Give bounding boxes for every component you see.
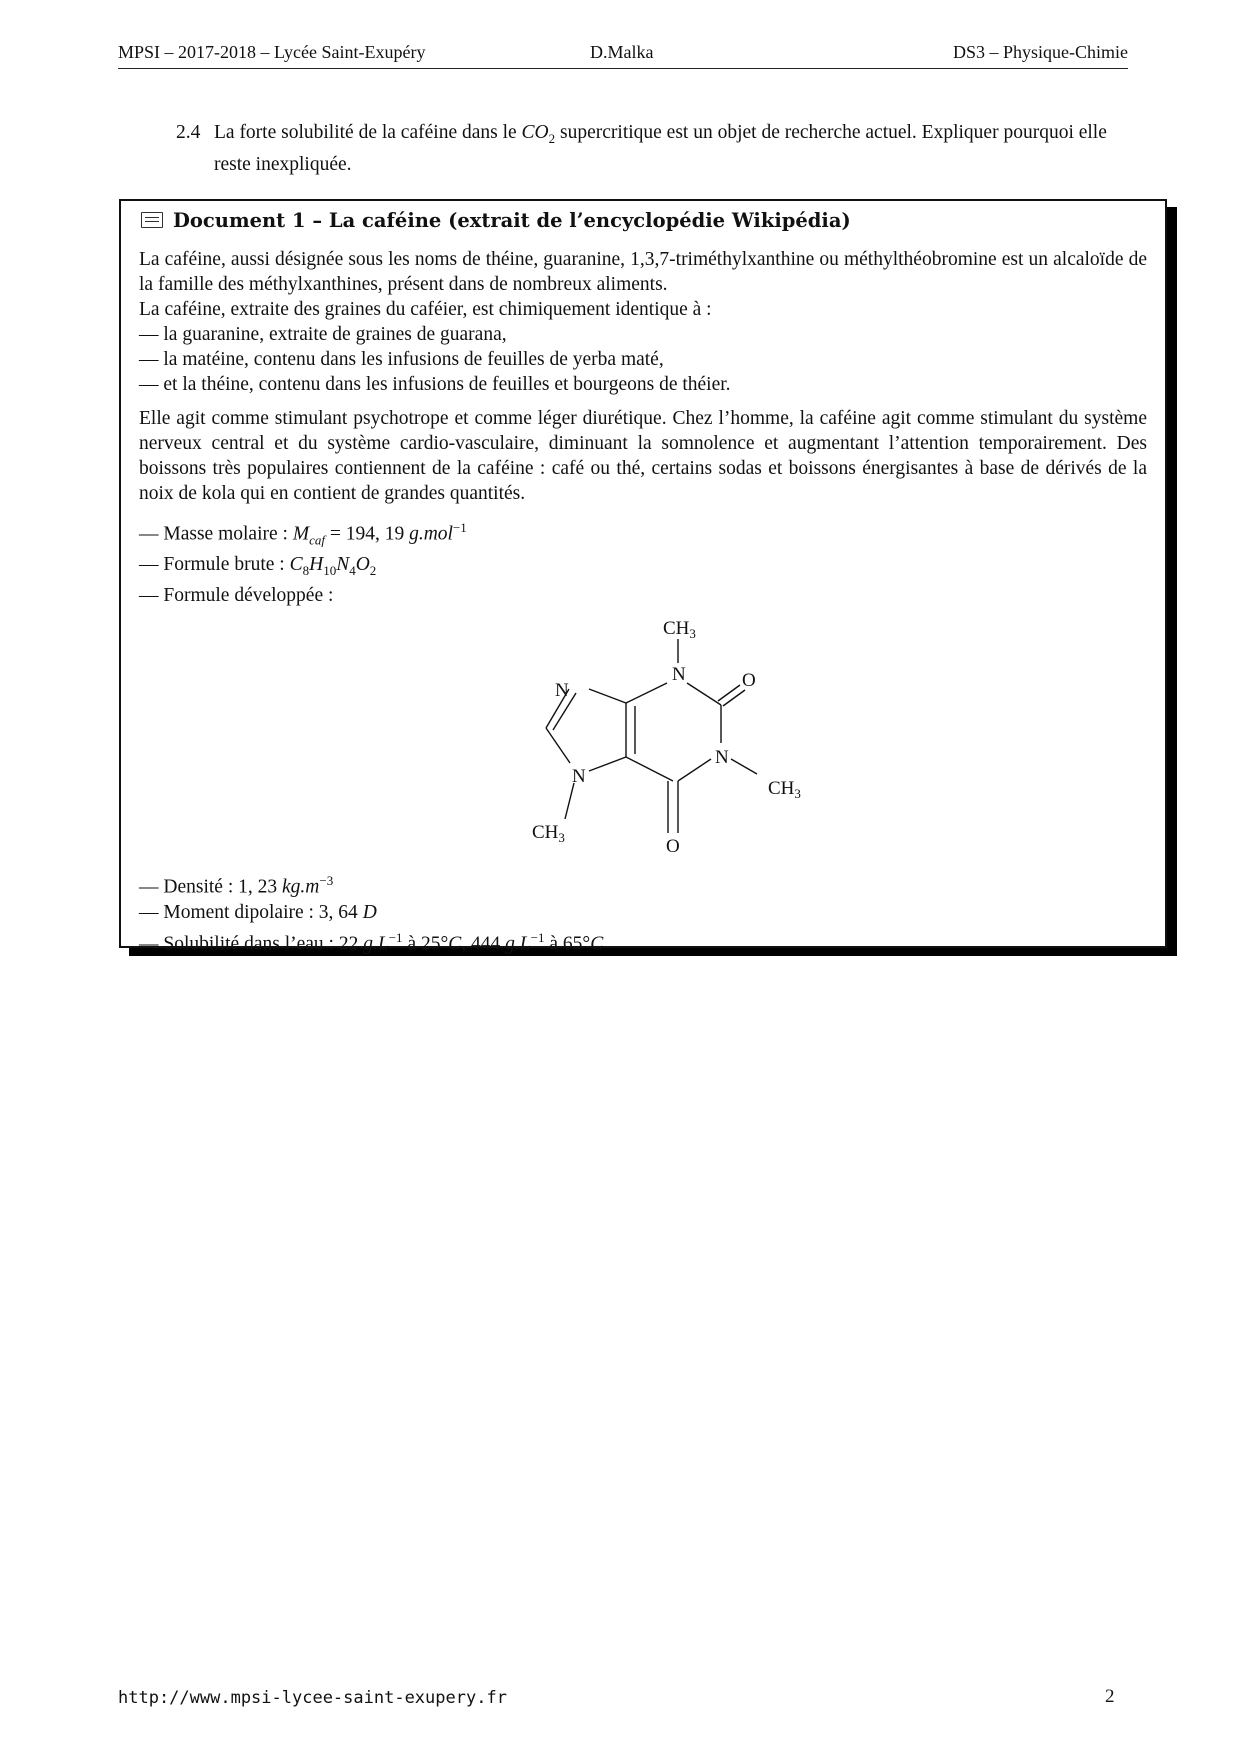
co2-formula: [521, 122, 556, 146]
formula-element: O: [355, 554, 370, 576]
molar-mass-label: — Masse molaire :: [139, 523, 293, 545]
document-title: [141, 209, 851, 232]
bond: [589, 757, 626, 771]
list-item: — la guaranine, extraite de graines de guarana,: [139, 324, 507, 345]
atom-labels: [532, 618, 801, 857]
document-body: [139, 247, 1147, 956]
document-lead: La caféine, extraite des graines du caféier, est chimiquement identique à :: [139, 299, 712, 320]
molar-mass-exponent: −1: [452, 520, 467, 535]
molar-mass-symbol: M: [292, 523, 310, 545]
ch3-sub: 3: [558, 830, 565, 846]
formula-element: H: [309, 554, 324, 576]
raw-formula-line: [139, 552, 1147, 583]
co2-sub: 2: [548, 130, 556, 146]
solubility-exponent: −1: [530, 929, 545, 945]
footer-link[interactable]: http://www.mpsi-lycee-saint-exupery.fr: [118, 1688, 507, 1708]
solubility-temp-2: à 65°: [544, 933, 591, 955]
atom-label-ch3-bottom: [532, 822, 565, 845]
formula-count: 2: [369, 563, 377, 579]
atom-label-n4: N: [572, 766, 586, 788]
solubility-unit: g.L: [505, 933, 531, 955]
formula-count: 10: [323, 563, 337, 579]
question-number: 2.4: [176, 122, 201, 143]
solubility-line: [139, 925, 1147, 957]
caffeine-structure-svg: [139, 608, 1147, 868]
bond: [565, 783, 574, 819]
header-author: D.Malka: [590, 42, 654, 62]
molar-mass-unit: g.mol: [409, 523, 453, 545]
formula-element: N: [336, 554, 350, 576]
atom-label-n1: N: [672, 664, 686, 686]
celsius-unit: C: [590, 933, 604, 955]
celsius-unit: C: [448, 933, 462, 955]
bond: [626, 683, 667, 703]
dipole-label: — Moment dipolaire : 3, 64: [139, 901, 363, 923]
developed-formula-label: — Formule développée :: [139, 585, 334, 607]
header-course: MPSI – 2017-2018 – Lycée Saint-Exupéry: [118, 42, 426, 62]
bond: [626, 757, 673, 781]
document-effects: Elle agit comme stimulant psychotrope et comme léger diurétique. Chez l’homme, la caféine agit comme stimulant du système nerveux central et du système cardio-vasculaire, diminuant la somnolence et augmentant l’attention temporairement. Des boissons très populaires contiennent de la caféine : café ou thé, certains sodas et boissons énergisantes à base de dérivés de la noix de kola qui en contient de grandes quantités.: [139, 408, 1147, 504]
molar-mass-value: = 194, 19: [324, 523, 410, 545]
formula-element: C: [289, 554, 303, 576]
bond: [687, 683, 721, 705]
density-exponent: −3: [319, 873, 334, 889]
page-number: 2: [1105, 1686, 1115, 1707]
document-icon: [141, 212, 163, 228]
formula-count: 8: [302, 563, 310, 579]
density-unit: kg.m: [281, 876, 320, 898]
bond: [718, 685, 740, 701]
question-2-4: [176, 120, 1136, 178]
bond: [731, 759, 757, 774]
density-line: [139, 868, 1147, 900]
bond: [589, 689, 626, 703]
document-intro: La caféine, aussi désignée sous les noms de théine, guaranine, 1,3,7-triméthylxanthine ou méthylthéobromine est un alcaloïde de la famille des méthylxanthines, présent dans de nombreux aliments.: [139, 249, 1147, 295]
header-exam: DS3 – Physique-Chimie: [952, 42, 1128, 62]
co2-main: CO: [521, 122, 549, 143]
bond: [723, 690, 745, 706]
bond: [546, 728, 570, 763]
solubility-exponent: −1: [388, 929, 403, 945]
solubility-label: — Solubilité dans l’eau : 22: [139, 933, 364, 955]
ch3-text: CH: [663, 618, 690, 640]
atom-label-n3: N: [715, 747, 729, 769]
formula-count: 4: [349, 563, 356, 579]
question-text: [214, 120, 1136, 178]
solubility-value-2: , 444: [461, 933, 506, 955]
dipole-unit: D: [362, 901, 377, 923]
raw-formula-label: — Formule brute :: [139, 554, 290, 576]
solubility-temp-1: à 25°: [402, 933, 449, 955]
atom-label-n2: N: [555, 680, 569, 702]
question-text-end: supercritique est un objet de recherche actuel. Expliquer pourquoi elle reste inexpliquée.: [214, 122, 1107, 175]
question-text-start: La forte solubilité de la caféine dans le: [214, 122, 522, 143]
caffeine-structure: [139, 608, 1147, 868]
ch3-sub: 3: [794, 786, 801, 802]
document-box: [119, 199, 1167, 955]
dipole-line: [139, 900, 1147, 925]
bonds: [546, 639, 757, 833]
list-item: — et la théine, contenu dans les infusions de feuilles et bourgeons de théier.: [139, 374, 731, 395]
document-title-text: Document 1 – La caféine (extrait de l’encyclopédie Wikipédia): [173, 209, 851, 232]
molar-mass-line: [139, 515, 1147, 552]
list-item: — la matéine, contenu dans les infusions de feuilles de yerba maté,: [139, 349, 664, 370]
ch3-text: CH: [768, 778, 795, 800]
atom-label-ch3-top: [663, 618, 696, 641]
ch3-text: CH: [532, 822, 559, 844]
solubility-unit: g.L: [363, 933, 389, 955]
atom-label-o-top: O: [742, 670, 756, 692]
page-header: [118, 42, 1128, 69]
molar-mass-subscript: caf: [309, 532, 325, 548]
ch3-sub: 3: [689, 626, 696, 642]
density-label: — Densité : 1, 23: [139, 876, 282, 898]
atom-label-ch3-right: [768, 778, 801, 801]
atom-label-o-bottom: O: [666, 836, 680, 858]
bond: [678, 759, 711, 781]
